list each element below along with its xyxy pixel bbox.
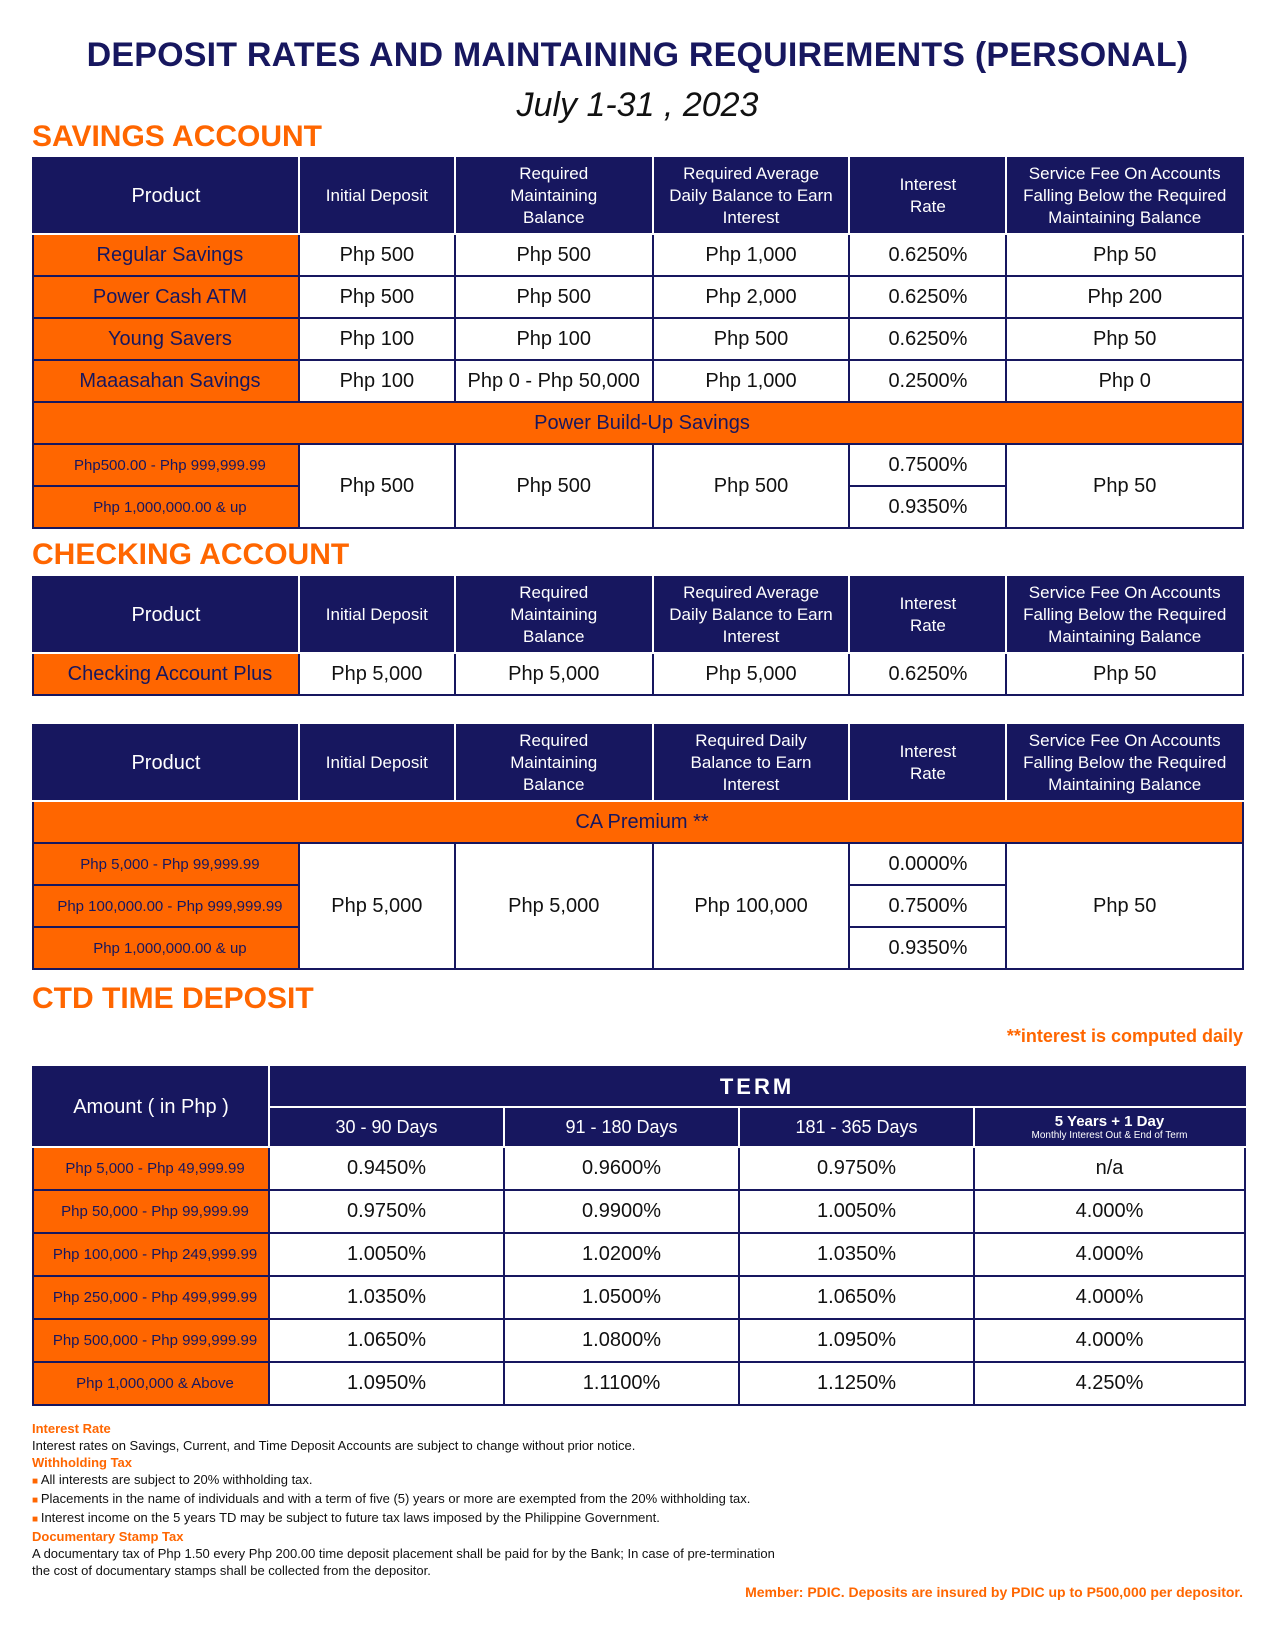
premium-header-row — [33, 725, 1243, 801]
amount-range: Php 50,000 - Php 99,999.99 — [33, 1190, 269, 1233]
rate-5-years: 4.000% — [974, 1233, 1245, 1276]
interest-rate: 0.0000% — [849, 843, 1006, 885]
daily-interest-note: **interest is computed daily — [1006, 1026, 1243, 1046]
table-row — [33, 360, 1243, 402]
table-row — [33, 276, 1243, 318]
adb: Php 1,000 — [653, 360, 850, 402]
rate-181-365: 1.0950% — [739, 1319, 974, 1362]
savings-table — [32, 157, 1244, 529]
table-row — [33, 234, 1243, 276]
header-service-fee: Service Fee On Accounts Falling Below the Required Maintaining Balance — [1006, 158, 1243, 234]
header-interest-rate: Interest Rate — [849, 725, 1006, 801]
table-row — [33, 1233, 1245, 1276]
maintaining-balance: Php 0 - Php 50,000 — [455, 360, 653, 402]
interest-rate: 0.6250% — [849, 276, 1006, 318]
header-initial-deposit: Initial Deposit — [299, 577, 455, 653]
bullet-text: All interests are subject to 20% withholding tax. — [40, 1472, 313, 1487]
header-5-years — [974, 1107, 1245, 1147]
bullet-text: Interest income on the 5 years TD may be subject to future tax laws imposed by the Philippine Government. — [40, 1510, 660, 1525]
rate-181-365: 0.9750% — [739, 1147, 974, 1190]
rate-181-365: 1.1250% — [739, 1362, 974, 1405]
header-181-365-days: 181 - 365 Days — [739, 1107, 974, 1147]
rate-91-180: 0.9900% — [504, 1190, 739, 1233]
service-fee: Php 0 — [1006, 360, 1243, 402]
interest-rate: 0.6250% — [849, 318, 1006, 360]
service-fee: Php 50 — [1006, 653, 1243, 695]
initial-deposit: Php 500 — [299, 276, 455, 318]
maintaining-balance: Php 5,000 — [455, 843, 653, 969]
table-row — [33, 1362, 1245, 1405]
checking-heading: CHECKING ACCOUNT — [32, 538, 350, 571]
header-product: Product — [33, 577, 299, 653]
amount-range: Php 500,000 - Php 999,999.99 — [33, 1319, 269, 1362]
buildup-tier-1: Php500.00 - Php 999,999.99 — [33, 444, 299, 486]
maintaining-balance: Php 500 — [455, 444, 653, 528]
premium-tier-1: Php 5,000 - Php 99,999.99 — [33, 843, 299, 885]
interest-rate: 0.7500% — [849, 444, 1006, 486]
product-name: Checking Account Plus — [33, 653, 299, 695]
rate-30-90: 1.0650% — [269, 1319, 504, 1362]
header-adb: Required Average Daily Balance to Earn Interest — [653, 158, 850, 234]
header-maintaining-balance: Required Maintaining Balance — [455, 725, 653, 801]
product-name: Young Savers — [33, 318, 299, 360]
rate-91-180: 1.0500% — [504, 1276, 739, 1319]
header-30-90-days: 30 - 90 Days — [269, 1107, 504, 1147]
withholding-tax-bullet — [32, 1509, 1244, 1528]
rate-91-180: 1.1100% — [504, 1362, 739, 1405]
daily-balance: Php 100,000 — [653, 843, 850, 969]
time-deposit-heading: CTD TIME DEPOSIT — [32, 982, 314, 1015]
rate-5-years: 4.000% — [974, 1319, 1245, 1362]
header-amount: Amount ( in Php ) — [33, 1067, 269, 1147]
header-initial-deposit: Initial Deposit — [299, 158, 455, 234]
time-deposit-table — [32, 1066, 1246, 1406]
adb: Php 500 — [653, 318, 850, 360]
interest-rate: 0.9350% — [849, 927, 1006, 969]
buildup-tier-2: Php 1,000,000.00 & up — [33, 486, 299, 528]
premium-tier-3: Php 1,000,000.00 & up — [33, 927, 299, 969]
amount-range: Php 250,000 - Php 499,999.99 — [33, 1276, 269, 1319]
header-maintaining-balance: Required Maintaining Balance — [455, 577, 653, 653]
table-row — [33, 1319, 1245, 1362]
initial-deposit: Php 100 — [299, 360, 455, 402]
savings-heading: SAVINGS ACCOUNT — [32, 120, 323, 153]
rate-181-365: 1.0650% — [739, 1276, 974, 1319]
documentary-stamp-line-1: A documentary tax of Php 1.50 every Php 200.00 time deposit placement shall be paid for by the Bank; In case of pre-termination — [32, 1546, 775, 1561]
premium-tier-2: Php 100,000.00 - Php 999,999.99 — [33, 885, 299, 927]
amount-range: Php 100,000 - Php 249,999.99 — [33, 1233, 269, 1276]
service-fee: Php 50 — [1006, 234, 1243, 276]
initial-deposit: Php 100 — [299, 318, 455, 360]
rate-30-90: 1.0350% — [269, 1276, 504, 1319]
header-interest-rate: Interest Rate — [849, 158, 1006, 234]
checking-table — [32, 576, 1244, 696]
maintaining-balance: Php 100 — [455, 318, 653, 360]
rate-30-90: 0.9750% — [269, 1190, 504, 1233]
rate-5-years: 4.000% — [974, 1190, 1245, 1233]
five-year-sublabel: Monthly Interest Out & End of Term — [1031, 1129, 1188, 1141]
header-term: TERM — [269, 1067, 1245, 1107]
interest-rate-note-heading: Interest Rate — [32, 1421, 111, 1436]
rate-30-90: 1.0950% — [269, 1362, 504, 1405]
service-fee: Php 200 — [1006, 276, 1243, 318]
ca-premium-table — [32, 724, 1244, 970]
rate-91-180: 1.0800% — [504, 1319, 739, 1362]
interest-rate: 0.9350% — [849, 486, 1006, 528]
service-fee: Php 50 — [1006, 444, 1243, 528]
rate-30-90: 0.9450% — [269, 1147, 504, 1190]
interest-rate: 0.6250% — [849, 234, 1006, 276]
td-header-row — [33, 1067, 1245, 1107]
header-interest-rate: Interest Rate — [849, 577, 1006, 653]
initial-deposit: Php 5,000 — [299, 653, 455, 695]
initial-deposit: Php 5,000 — [299, 843, 455, 969]
table-row — [33, 843, 1243, 885]
rate-30-90: 1.0050% — [269, 1233, 504, 1276]
header-91-180-days: 91 - 180 Days — [504, 1107, 739, 1147]
header-product: Product — [33, 725, 299, 801]
interest-rate: 0.7500% — [849, 885, 1006, 927]
table-row — [33, 1276, 1245, 1319]
service-fee: Php 50 — [1006, 843, 1243, 969]
buildup-label: Power Build-Up Savings — [33, 402, 1243, 444]
withholding-tax-bullet — [32, 1490, 1244, 1509]
initial-deposit: Php 500 — [299, 444, 455, 528]
withholding-tax-heading: Withholding Tax — [32, 1455, 133, 1470]
interest-rate: 0.6250% — [849, 653, 1006, 695]
pdic-member-note: Member: PDIC. Deposits are insured by PDIC up to P500,000 per depositor. — [745, 1584, 1243, 1600]
header-daily-balance: Required Daily Balance to Earn Interest — [653, 725, 850, 801]
maintaining-balance: Php 5,000 — [455, 653, 653, 695]
adb: Php 5,000 — [653, 653, 850, 695]
rate-5-years: n/a — [974, 1147, 1245, 1190]
header-adb: Required Average Daily Balance to Earn Interest — [653, 577, 850, 653]
table-row — [33, 653, 1243, 695]
bullet-text: Placements in the name of individuals and with a term of five (5) years or more are exempted from the 20% withholding tax. — [40, 1491, 751, 1506]
header-product: Product — [33, 158, 299, 234]
service-fee: Php 50 — [1006, 318, 1243, 360]
table-row — [33, 1147, 1245, 1190]
header-service-fee: Service Fee On Accounts Falling Below the Required Maintaining Balance — [1006, 577, 1243, 653]
table-row — [33, 1190, 1245, 1233]
withholding-tax-bullet — [32, 1471, 1244, 1490]
rate-181-365: 1.0050% — [739, 1190, 974, 1233]
adb: Php 1,000 — [653, 234, 850, 276]
rate-91-180: 0.9600% — [504, 1147, 739, 1190]
adb: Php 500 — [653, 444, 850, 528]
header-service-fee: Service Fee On Accounts Falling Below the Required Maintaining Balance — [1006, 725, 1243, 801]
savings-header-row — [33, 158, 1243, 234]
footnotes — [32, 1420, 1244, 1579]
interest-rate: 0.2500% — [849, 360, 1006, 402]
table-row — [33, 444, 1243, 486]
rate-5-years: 4.000% — [974, 1276, 1245, 1319]
interest-rate-note: Interest rates on Savings, Current, and Time Deposit Accounts are subject to change without prior notice. — [32, 1438, 636, 1453]
rate-5-years: 4.250% — [974, 1362, 1245, 1405]
product-name: Maaasahan Savings — [33, 360, 299, 402]
header-maintaining-balance: Required Maintaining Balance — [455, 158, 653, 234]
header-initial-deposit: Initial Deposit — [299, 725, 455, 801]
maintaining-balance: Php 500 — [455, 276, 653, 318]
initial-deposit: Php 500 — [299, 234, 455, 276]
rate-181-365: 1.0350% — [739, 1233, 974, 1276]
amount-range: Php 1,000,000 & Above — [33, 1362, 269, 1405]
premium-band-row — [33, 801, 1243, 843]
buildup-band-row — [33, 402, 1243, 444]
amount-range: Php 5,000 - Php 49,999.99 — [33, 1147, 269, 1190]
ca-premium-label: CA Premium ** — [33, 801, 1243, 843]
page-subtitle-date: July 1-31 , 2023 — [516, 86, 759, 124]
rate-91-180: 1.0200% — [504, 1233, 739, 1276]
product-name: Power Cash ATM — [33, 276, 299, 318]
product-name: Regular Savings — [33, 234, 299, 276]
maintaining-balance: Php 500 — [455, 234, 653, 276]
five-year-label: 5 Years + 1 Day — [1054, 1112, 1165, 1130]
table-row — [33, 318, 1243, 360]
documentary-stamp-heading: Documentary Stamp Tax — [32, 1529, 184, 1544]
page-title: DEPOSIT RATES AND MAINTAINING REQUIREMENTS (PERSONAL) — [86, 36, 1189, 74]
documentary-stamp-line-2: the cost of documentary stamps shall be collected from the depositor. — [32, 1563, 431, 1578]
adb: Php 2,000 — [653, 276, 850, 318]
checking-header-row — [33, 577, 1243, 653]
